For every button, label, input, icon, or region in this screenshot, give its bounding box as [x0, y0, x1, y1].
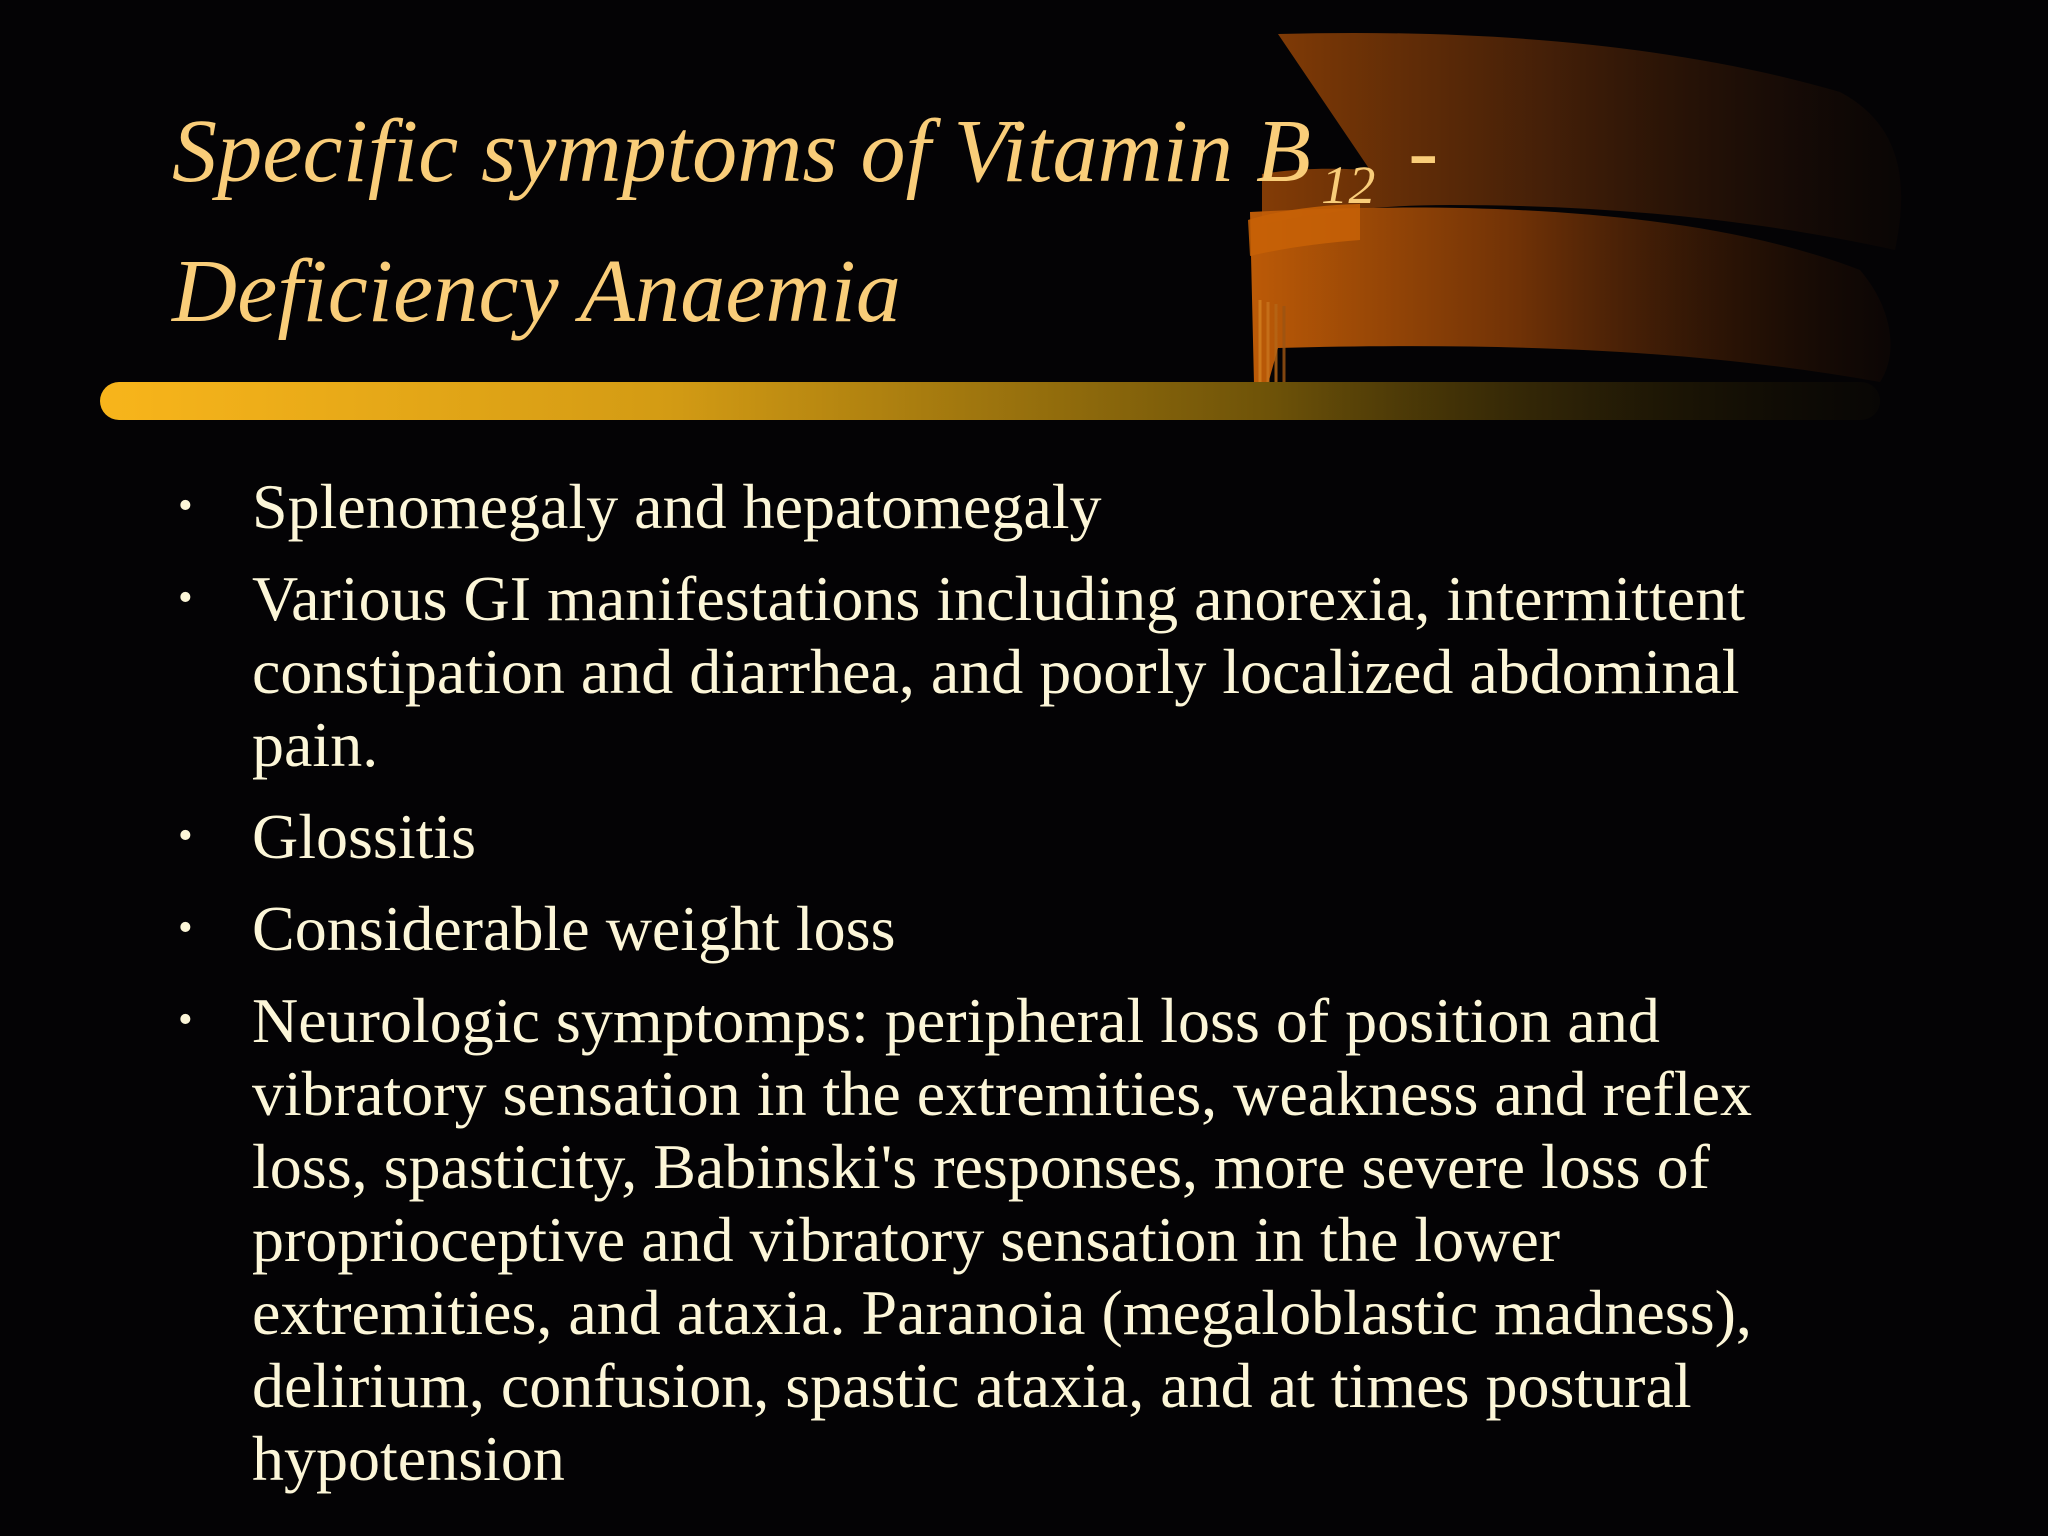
symptom-item-neurologic: [170, 984, 1870, 1495]
gold-title-rule: [100, 382, 1880, 420]
symptom-item-splenomegaly: [170, 470, 1870, 543]
title-main-text: Specific symptoms of Vitamin B: [172, 102, 1312, 201]
bullet-icon: •: [178, 483, 193, 529]
title-second-line: Deficiency Anaemia: [172, 242, 902, 341]
vitamin-b12-subscript: 12: [1321, 155, 1376, 215]
bullet-icon: •: [178, 575, 193, 621]
slide-title: [172, 82, 1672, 362]
bullet-icon: •: [178, 905, 193, 951]
symptom-item-weight-loss: [170, 892, 1870, 965]
symptom-text: Considerable weight loss: [252, 893, 896, 964]
title-hyphen: -: [1385, 102, 1439, 201]
symptom-list: [170, 470, 1870, 1514]
symptom-item-glossitis: [170, 800, 1870, 873]
symptom-text: Glossitis: [252, 801, 477, 872]
symptom-text: Neurologic symptomps: peripheral loss of position and vibratory sensation in the extremities, weakness and reflex loss, spasticity, Babinski's responses, more severe loss of proprioceptive and vibratory sensation in the lower extremities, and ataxia. Paranoia (megaloblastic madness), delirium, confusion, spastic ataxia, and at times postural hypotension: [252, 985, 1752, 1494]
symptom-text: Splenomegaly and hepatomegaly: [252, 471, 1102, 542]
bullet-icon: •: [178, 813, 193, 859]
symptom-text: Various GI manifestations including anorexia, intermittent constipation and diarrhea, and poorly localized abdominal pain.: [252, 563, 1745, 780]
symptom-item-gi-manifestations: [170, 562, 1870, 781]
bullet-icon: •: [178, 997, 193, 1043]
